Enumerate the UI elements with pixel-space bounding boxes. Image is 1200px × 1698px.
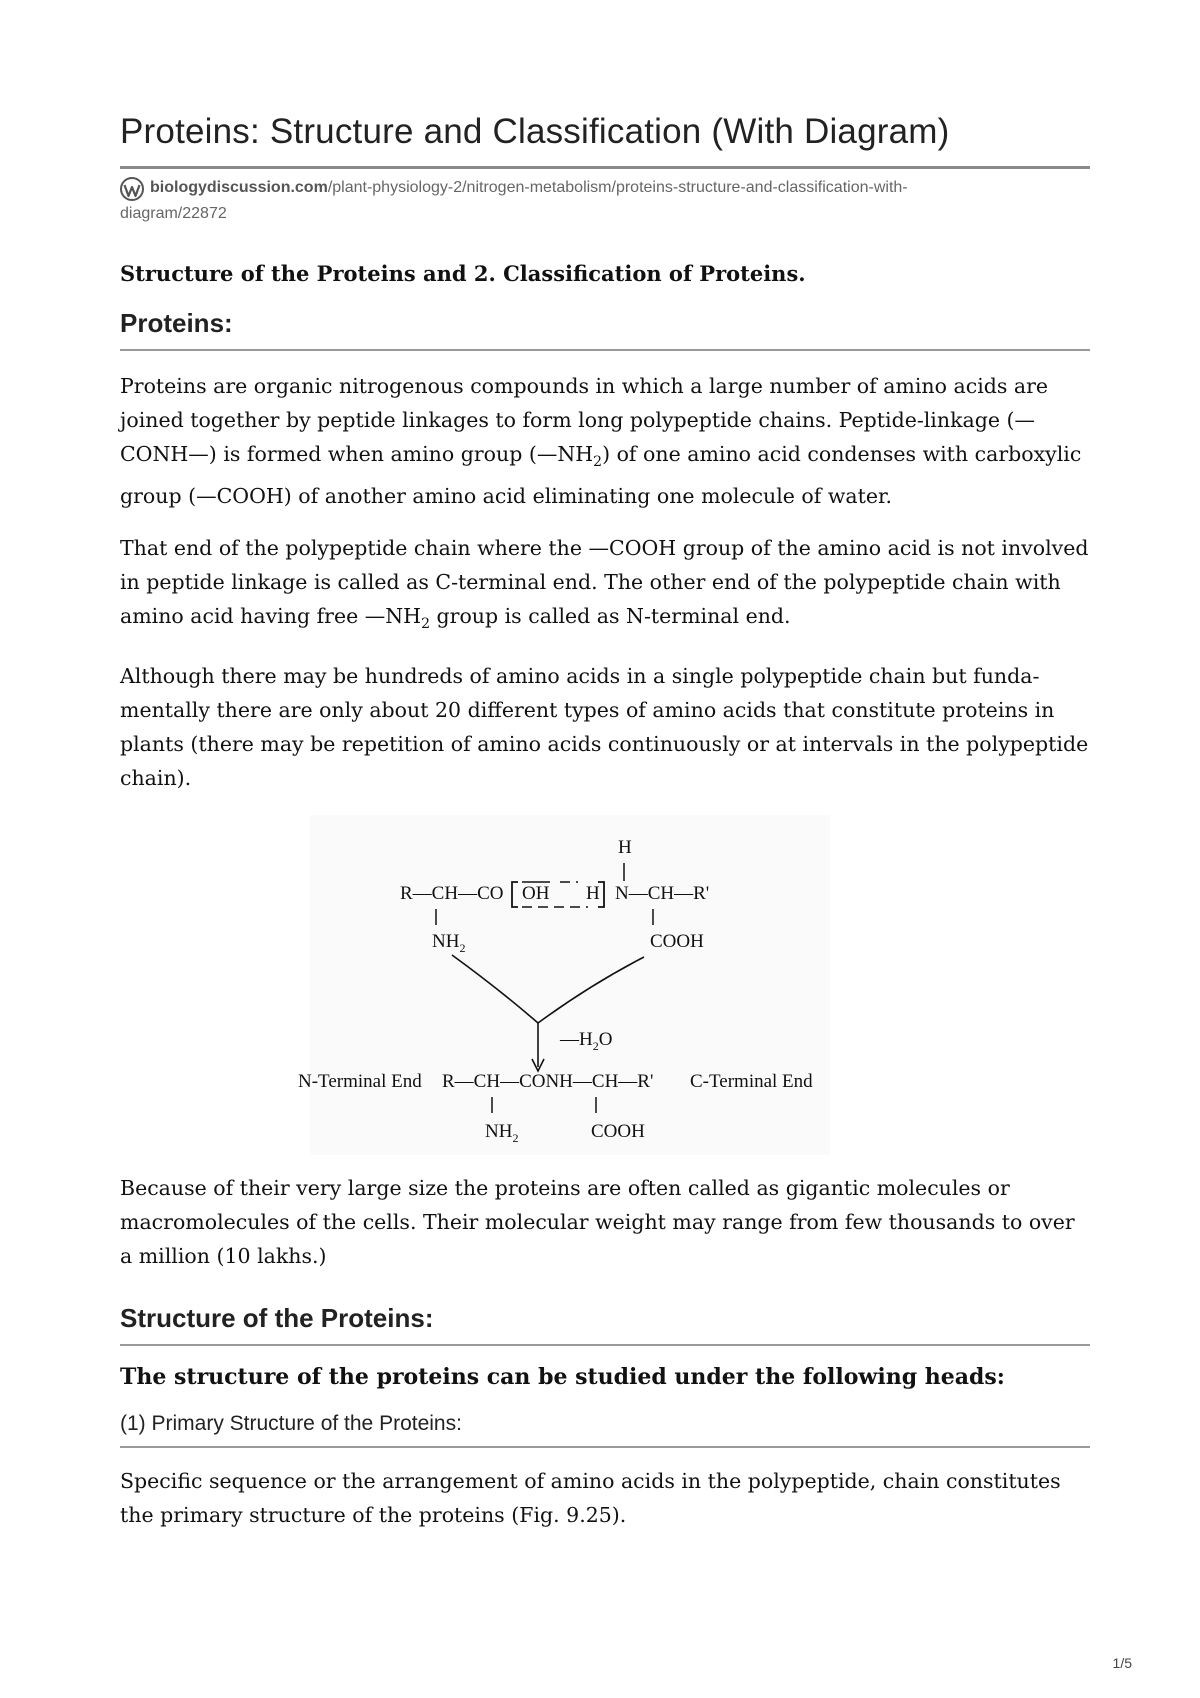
peptide-bond-diagram xyxy=(120,815,1090,1155)
page-title: Proteins: Structure and Classification (With Diagram) xyxy=(120,112,1090,169)
diagram-cooh-bottom: COOH xyxy=(591,1121,645,1143)
diagram-top-h: H xyxy=(618,837,632,859)
wordpress-icon xyxy=(120,177,144,201)
diagram-cooh-top: COOH xyxy=(650,931,704,953)
diagram-h-box: H xyxy=(586,883,600,905)
diagram-water-removed: $—H_2O$ xyxy=(560,1029,613,1054)
diagram-nh2-left: $NH_2$ xyxy=(432,931,466,956)
diagram-oh: OH xyxy=(522,883,550,905)
diagram-reactant-left: R—CH—CO xyxy=(400,883,504,905)
paragraph-amino-acid-types: Although there may be hundreds of amino acids in a single polypeptide chain but fundamentally there are only about 20 different types of amino acids that constitute proteins in plants (there may be repetition of amino acids continuously or at intervals in the polypeptide chain). xyxy=(120,664,1089,791)
document-page xyxy=(120,0,1090,1532)
subheading-primary-structure: (1) Primary Structure of the Proteins: xyxy=(120,1412,1090,1448)
diagram-reactant-right: N—CH—R' xyxy=(615,883,710,905)
diagram-n-terminal-label: N-Terminal End xyxy=(298,1071,422,1093)
section-heading-structure: Structure of the Proteins: xyxy=(120,1303,1090,1346)
diagram-c-terminal-label: C-Terminal End xyxy=(690,1071,813,1093)
section-heading-proteins: Proteins: xyxy=(120,308,1090,351)
paragraph-terminal-ends: That end of the polypeptide chain where the —COOH group of the amino acid is not involved in peptide linkage is called as C-terminal end. The other end of the polypeptide chain with amino acid having free $—NH_2$ group is called as N-terminal end. xyxy=(120,536,1089,633)
diagram-nh2-bottom: $NH_2$ xyxy=(485,1121,519,1146)
structure-lead: The structure of the proteins can be studied under the following heads: xyxy=(120,1364,1005,1391)
source-path-continued: diagram/22872 xyxy=(120,205,227,222)
source-url[interactable] xyxy=(120,175,1090,227)
page-number: 1/5 xyxy=(1112,1655,1132,1671)
diagram-product: R—CH—CONH—CH—R' xyxy=(442,1071,654,1093)
source-domain: biologydiscussion.com xyxy=(150,179,328,196)
lead-summary: Structure of the Proteins and 2. Classification of Proteins. xyxy=(120,261,806,286)
paragraph-macromolecules: Because of their very large size the proteins are often called as gigantic molecules or macromolecules of the cells. Their molecular weight may range from few thousands to over a million (10 lakhs.) xyxy=(120,1176,1075,1269)
paragraph-primary-structure: Specific sequence or the arrangement of amino acids in the polypeptide, chain constitutes the primary structure of the proteins (Fig. 9.25). xyxy=(120,1469,1061,1528)
paragraph-proteins-definition: Proteins are organic nitrogenous compounds in which a large number of amino acids are joined together by peptide linkages to form long polypeptide chains. Peptide-linkage (—CONH—) is formed when amino group $(—NH_2)$ of one amino acid condenses with carboxylic group (—COOH) of another amino acid eliminating one molecule of water. xyxy=(120,374,1082,509)
source-path: /plant-physiology-2/nitrogen-metabolism/proteins-structure-and-classification-with- xyxy=(327,179,908,196)
